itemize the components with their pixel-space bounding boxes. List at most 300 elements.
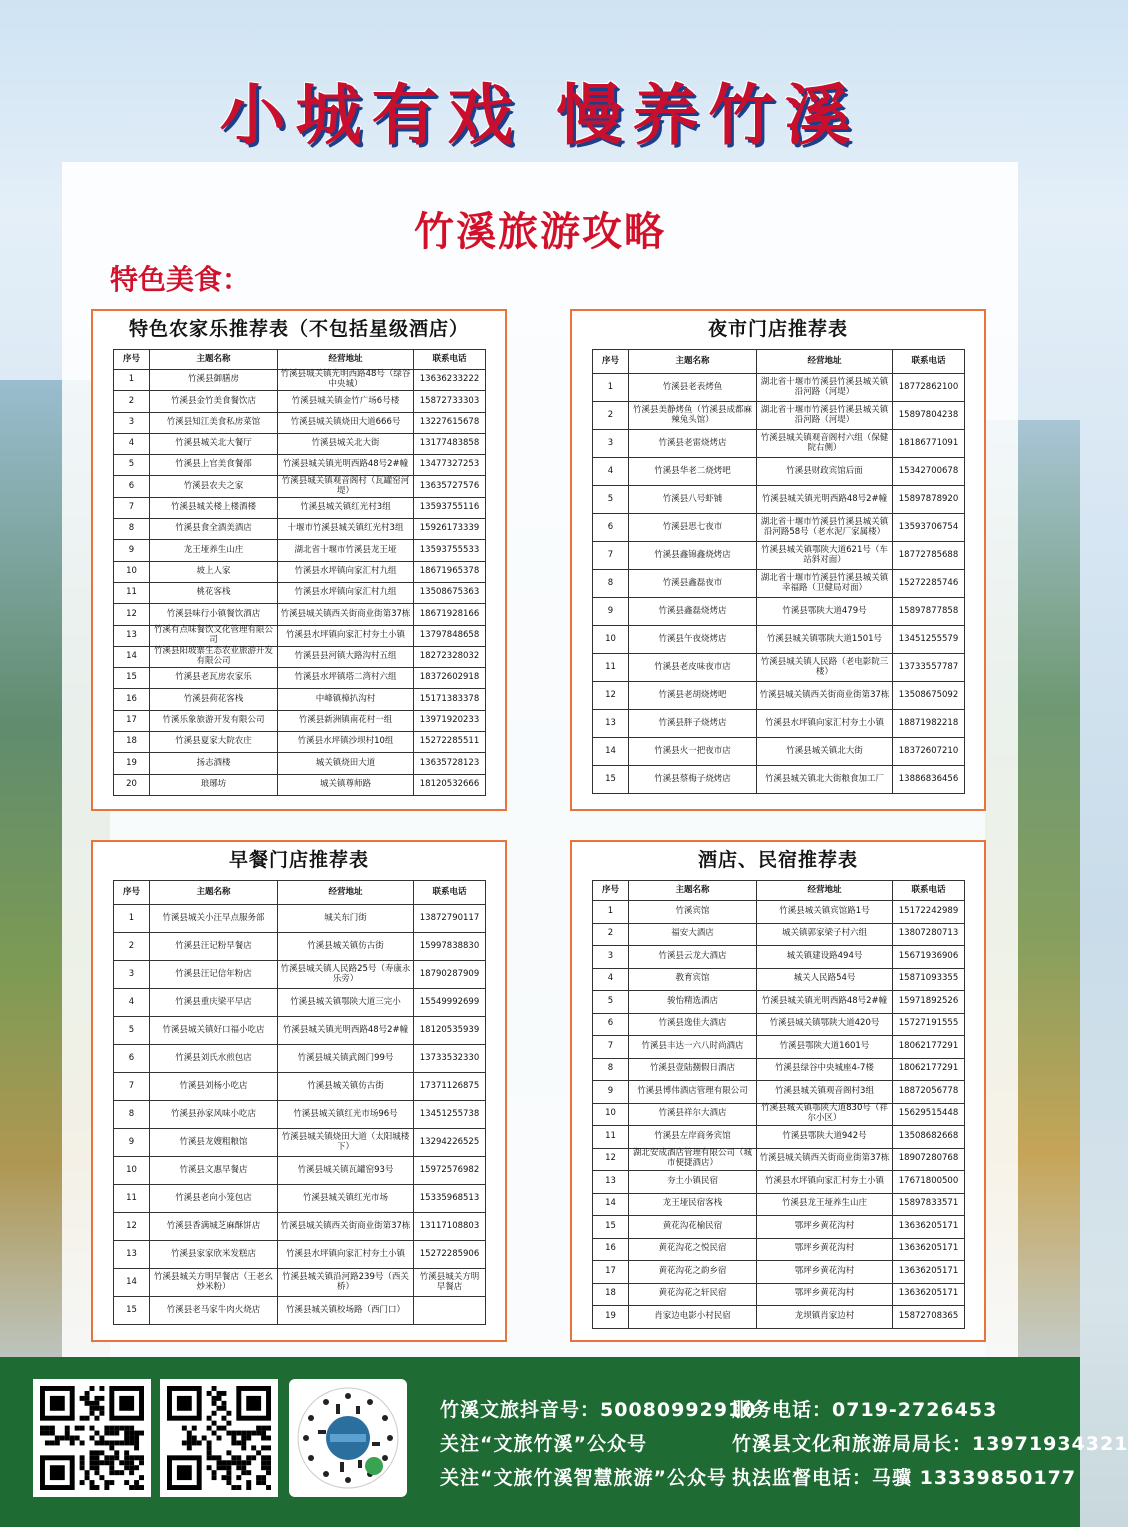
table-row (114, 1213, 486, 1241)
row-number: 12 (593, 1148, 629, 1171)
row-name: 竹溪县蔡梅子烧烤店 (629, 766, 757, 794)
row-number: 6 (593, 1013, 629, 1036)
table-row (593, 710, 965, 738)
row-name: 竹溪县味行小镇餐饮酒店 (150, 604, 278, 625)
row-name: 竹溪县美静烤鱼（竹溪县成都麻辣兔头馆） (629, 402, 757, 430)
table-row (593, 458, 965, 486)
table-row (593, 1013, 965, 1036)
row-phone: 15971892526 (893, 991, 965, 1014)
table-row (114, 646, 486, 667)
row-name: 竹溪县老表烤鱼 (629, 374, 757, 402)
row-number: 7 (114, 1073, 150, 1101)
row-phone: 13593706754 (893, 514, 965, 542)
table-row (114, 391, 486, 412)
table-row (114, 905, 486, 933)
row-name: 骏怡精选酒店 (629, 991, 757, 1014)
row-name: 扬志酒楼 (150, 753, 278, 774)
row-number: 11 (593, 654, 629, 682)
row-address: 竹溪县城关镇北大街 (757, 738, 893, 766)
row-number: 17 (593, 1261, 629, 1284)
row-name: 竹溪县老皮味夜市店 (629, 654, 757, 682)
row-address: 龙坝镇肖家边村 (757, 1306, 893, 1329)
row-address: 竹溪县新洲镇南花村一组 (278, 710, 414, 731)
table-row (593, 1126, 965, 1149)
row-number: 7 (593, 1036, 629, 1059)
row-name: 竹溪县祥尔大酒店 (629, 1103, 757, 1126)
col-phone: 联系电话 (414, 881, 486, 905)
row-address: 城关东门街 (278, 905, 414, 933)
row-address: 竹溪县城关北大街 (278, 433, 414, 454)
row-name: 竹溪县知江美食私房菜馆 (150, 412, 278, 433)
row-address: 鄂坪乡黄花沟村 (757, 1238, 893, 1261)
row-phone: 13971920233 (414, 710, 486, 731)
row-phone: 13635727576 (414, 476, 486, 497)
row-number: 12 (114, 1213, 150, 1241)
row-name: 竹溪县城关小汪早点服务部 (150, 905, 278, 933)
table-row (593, 1058, 965, 1081)
table-row (593, 766, 965, 794)
row-address: 竹溪县水坪镇向家汇村九组 (278, 582, 414, 603)
table-row (114, 1101, 486, 1129)
col-address: 经营地址 (757, 881, 893, 901)
table-row (593, 570, 965, 598)
table-row (593, 1171, 965, 1194)
table-row (114, 1017, 486, 1045)
table-row (593, 486, 965, 514)
row-phone (414, 1297, 486, 1325)
row-name: 龙王垭民宿客栈 (629, 1193, 757, 1216)
table-row (114, 476, 486, 497)
table-row (114, 1157, 486, 1185)
row-phone: 15335968513 (414, 1185, 486, 1213)
row-address: 竹溪县水坪镇向家汇村夯土小镇 (278, 1241, 414, 1269)
row-phone: 15272285511 (414, 732, 486, 753)
row-phone: 13635728123 (414, 753, 486, 774)
douyin-account: 竹溪文旅抖音号：50080992910 (440, 1399, 757, 1421)
mini-program-code[interactable] (289, 1379, 407, 1497)
row-phone: 15671936906 (893, 946, 965, 969)
row-number: 18 (114, 732, 150, 753)
row-phone: 13807280713 (893, 923, 965, 946)
row-address: 竹溪县城关镇北大街粮食加工厂 (757, 766, 893, 794)
row-number: 4 (593, 968, 629, 991)
row-number: 18 (593, 1283, 629, 1306)
table-row (114, 1129, 486, 1157)
qr-code-wechat[interactable] (160, 1379, 278, 1497)
col-phone: 联系电话 (414, 350, 486, 370)
row-phone: 15872733303 (414, 391, 486, 412)
table-row (593, 1306, 965, 1329)
row-phone: 13636205171 (893, 1261, 965, 1284)
row-address: 湖北省十堰市竹溪县竹溪县城关镇幸福路（卫健局对面） (757, 570, 893, 598)
row-address: 湖北省十堰市竹溪县竹溪县城关镇沿河路（河堤） (757, 374, 893, 402)
col-phone: 联系电话 (893, 350, 965, 374)
row-number: 4 (114, 433, 150, 454)
table-row (593, 654, 965, 682)
table-row (114, 1241, 486, 1269)
row-address: 湖北省十堰市竹溪县竹溪县城关镇沿河路58号（老水泥厂家属楼） (757, 514, 893, 542)
director-phone: 竹溪县文化和旅游局局长：13971934321 (732, 1433, 1128, 1455)
row-phone: 15629515448 (893, 1103, 965, 1126)
row-name: 竹溪县火一把夜市店 (629, 738, 757, 766)
row-name: 竹溪县龙嫂粗粮馆 (150, 1129, 278, 1157)
table-row (114, 625, 486, 646)
row-address: 竹溪县城关镇鄂陕大道420号 (757, 1013, 893, 1036)
table-row (114, 1297, 486, 1325)
col-address: 经营地址 (278, 881, 414, 905)
row-phone: 13733532330 (414, 1045, 486, 1073)
row-name: 竹溪县阳坡寨生态农业旅游开发有限公司 (150, 646, 278, 667)
row-address: 竹溪县城关镇西关街商业街第37栋 (757, 682, 893, 710)
row-number: 7 (593, 542, 629, 570)
wechat-account-1: 关注“文旅竹溪”公众号 (440, 1433, 647, 1455)
row-name: 教育宾馆 (629, 968, 757, 991)
row-phone: 13636205171 (893, 1216, 965, 1239)
row-address: 竹溪县城关镇烧田大道666号 (278, 412, 414, 433)
row-phone: 15272285746 (893, 570, 965, 598)
row-number: 2 (593, 923, 629, 946)
row-phone: 18272328032 (414, 646, 486, 667)
row-address: 竹溪县城关镇沿河路239号（西关桥） (278, 1269, 414, 1297)
table-row (114, 668, 486, 689)
row-address: 湖北省十堰市竹溪县竹溪县城关镇沿河路（河堤） (757, 402, 893, 430)
hotel-card-title: 酒店、民宿推荐表 (697, 849, 858, 871)
row-address: 竹溪县城关镇瓦罐窑93号 (278, 1157, 414, 1185)
row-phone: 18871982218 (893, 710, 965, 738)
row-phone: 15172242989 (893, 901, 965, 924)
row-phone: 13294226525 (414, 1129, 486, 1157)
breakfast-table (113, 880, 486, 1325)
mini-program-icon (296, 1386, 400, 1490)
row-phone: 18062177291 (893, 1036, 965, 1059)
row-name: 竹溪县御膳房 (150, 370, 278, 391)
row-name: 黄花沟花之轩民宿 (629, 1283, 757, 1306)
row-number: 13 (114, 1241, 150, 1269)
row-address: 竹溪县城关镇光明西路48号2#幢 (757, 991, 893, 1014)
row-number: 1 (593, 901, 629, 924)
breakfast-table-header (114, 881, 486, 905)
table-row (114, 753, 486, 774)
table-row (114, 370, 486, 391)
row-name: 竹溪县汪记信年粉店 (150, 961, 278, 989)
row-number: 5 (593, 991, 629, 1014)
table-row (114, 1073, 486, 1101)
night-table-header (593, 350, 965, 374)
row-phone: 15342700678 (893, 458, 965, 486)
table-row (114, 989, 486, 1017)
service-phone: 服务电话：0719-2726453 (732, 1399, 998, 1421)
row-name: 福安大酒店 (629, 923, 757, 946)
row-number: 17 (114, 710, 150, 731)
table-row (593, 738, 965, 766)
row-address: 竹溪县城关镇鄂陕大道830号（祥尔小区） (757, 1103, 893, 1126)
qr-code-icon (167, 1386, 271, 1490)
row-number: 5 (114, 455, 150, 476)
row-phone: 13593755116 (414, 497, 486, 518)
row-number: 2 (114, 933, 150, 961)
row-phone: 竹溪县城关方明早餐店 (414, 1269, 486, 1297)
row-name: 竹溪县城关镇好口福小吃店 (150, 1017, 278, 1045)
row-number: 14 (593, 1193, 629, 1216)
night-card (570, 309, 986, 811)
row-name: 黄花沟花榆民宿 (629, 1216, 757, 1239)
row-address: 竹溪县水坪镇向家汇村夯土小镇 (278, 625, 414, 646)
col-name: 主题名称 (629, 881, 757, 901)
row-name: 竹溪县刘杨小吃店 (150, 1073, 278, 1101)
row-address: 城关镇建设路494号 (757, 946, 893, 969)
row-number: 6 (114, 1045, 150, 1073)
col-no: 序号 (593, 881, 629, 901)
row-phone: 18772862100 (893, 374, 965, 402)
table-row (114, 540, 486, 561)
row-number: 16 (593, 1238, 629, 1261)
table-row (114, 412, 486, 433)
row-phone: 17671800500 (893, 1171, 965, 1194)
row-name: 竹溪县汪记粉早餐店 (150, 933, 278, 961)
row-number: 9 (593, 598, 629, 626)
table-row (593, 1193, 965, 1216)
row-phone: 18671965378 (414, 561, 486, 582)
table-row (593, 1148, 965, 1171)
row-name: 竹溪县城关方明早餐店（王老幺炒米粉） (150, 1269, 278, 1297)
row-phone: 18372602918 (414, 668, 486, 689)
table-row (114, 433, 486, 454)
row-phone: 13797848658 (414, 625, 486, 646)
row-name: 肖家边电影小村民宿 (629, 1306, 757, 1329)
row-address: 竹溪县绿谷中央城座4-7楼 (757, 1058, 893, 1081)
row-phone: 18907280768 (893, 1148, 965, 1171)
row-name: 竹溪县胖子烧烤店 (629, 710, 757, 738)
table-row (593, 514, 965, 542)
row-phone: 15727191555 (893, 1013, 965, 1036)
row-name: 竹溪县老向小笼包店 (150, 1185, 278, 1213)
row-address: 鄂坪乡黄花沟村 (757, 1216, 893, 1239)
row-phone: 13508675092 (893, 682, 965, 710)
row-phone: 13636233222 (414, 370, 486, 391)
row-name: 竹溪县香满城芝麻酥饼店 (150, 1213, 278, 1241)
col-no: 序号 (593, 350, 629, 374)
row-phone: 15972576982 (414, 1157, 486, 1185)
row-number: 11 (114, 1185, 150, 1213)
row-address: 竹溪县水坪镇向家汇村夯土小镇 (757, 710, 893, 738)
row-phone: 15897804238 (893, 402, 965, 430)
hotel-table (592, 880, 965, 1329)
row-address: 湖北省十堰市竹溪县龙王垭 (278, 540, 414, 561)
table-row (593, 626, 965, 654)
row-name: 黄花沟花之悦民宿 (629, 1238, 757, 1261)
row-address: 城关镇郭家梁子村六组 (757, 923, 893, 946)
row-name: 竹溪乐象旅游开发有限公司 (150, 710, 278, 731)
row-address: 竹溪县鄂陕大道942号 (757, 1126, 893, 1149)
row-name: 黄花沟花之韵乡宿 (629, 1261, 757, 1284)
row-address: 竹溪县城关镇光明西路48号2#幢 (278, 455, 414, 476)
row-number: 10 (593, 1103, 629, 1126)
row-name: 琅琊坊 (150, 774, 278, 795)
row-number: 3 (114, 412, 150, 433)
row-address: 竹溪县城关镇烧田大道（太阳城楼下） (278, 1129, 414, 1157)
col-no: 序号 (114, 881, 150, 905)
row-name: 竹溪县食全酒美酒店 (150, 519, 278, 540)
row-phone: 18790287909 (414, 961, 486, 989)
breakfast-card-title: 早餐门店推荐表 (228, 849, 369, 871)
row-number: 5 (114, 1017, 150, 1045)
row-name: 竹溪县老胡烧烤吧 (629, 682, 757, 710)
row-number: 8 (593, 570, 629, 598)
row-phone: 18671928166 (414, 604, 486, 625)
row-address: 十堰市竹溪县城关镇红光村3组 (278, 519, 414, 540)
row-address: 竹溪县鄂陕大道1601号 (757, 1036, 893, 1059)
qr-code-douyin[interactable] (33, 1379, 151, 1497)
row-number: 13 (593, 1171, 629, 1194)
hotel-card (570, 840, 986, 1342)
table-row (114, 961, 486, 989)
row-number: 9 (114, 1129, 150, 1157)
row-name: 竹溪县壹陆捌假日酒店 (629, 1058, 757, 1081)
row-number: 11 (114, 582, 150, 603)
row-phone: 18120535939 (414, 1017, 486, 1045)
row-number: 14 (114, 1269, 150, 1297)
banner-slogan: 小城有戏 慢养竹溪 (219, 76, 861, 154)
row-address: 竹溪县水坪镇塔二湾村六组 (278, 668, 414, 689)
row-phone: 13886836456 (893, 766, 965, 794)
night-table (592, 349, 965, 794)
table-row (114, 1269, 486, 1297)
table-row (593, 1238, 965, 1261)
row-number: 16 (114, 689, 150, 710)
row-name: 竹溪县刘氏水煎包店 (150, 1045, 278, 1073)
row-address: 竹溪县龙王垭养生山庄 (757, 1193, 893, 1216)
row-address: 竹溪县城关镇鄂陕大道三完小 (278, 989, 414, 1017)
row-number: 13 (114, 625, 150, 646)
table-row (114, 1185, 486, 1213)
row-number: 1 (114, 370, 150, 391)
table-row (593, 1103, 965, 1126)
farm-card (91, 309, 507, 811)
row-address: 竹溪县水坪镇沙坝村10组 (278, 732, 414, 753)
row-name: 湖北安成酒店管理有限公司（城市便捷酒店） (629, 1148, 757, 1171)
row-name: 竹溪县鑫锦鑫烧烤店 (629, 542, 757, 570)
row-address: 竹溪县城关镇鄂陕大道1501号 (757, 626, 893, 654)
table-row (593, 430, 965, 458)
row-address: 竹溪县城关镇西关街商业街第37栋 (278, 1213, 414, 1241)
col-name: 主题名称 (150, 881, 278, 905)
row-number: 11 (593, 1126, 629, 1149)
night-card-title: 夜市门店推荐表 (707, 318, 848, 340)
row-phone: 15272285906 (414, 1241, 486, 1269)
row-address: 竹溪县县河镇大路沟村五组 (278, 646, 414, 667)
section-title: 特色美食： (110, 263, 251, 296)
row-name: 竹溪县夏家大院农庄 (150, 732, 278, 753)
table-row (114, 774, 486, 795)
col-address: 经营地址 (278, 350, 414, 370)
row-phone: 15897878920 (893, 486, 965, 514)
row-phone: 13451255579 (893, 626, 965, 654)
row-name: 竹溪县博伟酒店管理有限公司 (629, 1081, 757, 1104)
row-phone: 13593755533 (414, 540, 486, 561)
row-number: 14 (114, 646, 150, 667)
row-name: 竹溪县八号虾铺 (629, 486, 757, 514)
row-phone: 15871093355 (893, 968, 965, 991)
table-row (593, 991, 965, 1014)
row-name: 竹溪县城关楼上楼酒楼 (150, 497, 278, 518)
table-row (114, 604, 486, 625)
row-phone: 13117108803 (414, 1213, 486, 1241)
row-phone: 13508675363 (414, 582, 486, 603)
row-address: 竹溪县城关镇光明西路48号2#幢 (278, 1017, 414, 1045)
row-name: 竹溪县农夫之家 (150, 476, 278, 497)
row-address: 竹溪县城关镇仿古街 (278, 933, 414, 961)
row-number: 3 (593, 946, 629, 969)
row-phone: 13636205171 (893, 1238, 965, 1261)
row-phone: 18062177291 (893, 1058, 965, 1081)
row-address: 竹溪县城关镇校场路（西门口） (278, 1297, 414, 1325)
row-name: 龙王垭养生山庄 (150, 540, 278, 561)
row-address: 鄂坪乡黄花沟村 (757, 1261, 893, 1284)
wechat-account-2: 关注“文旅竹溪智慧旅游”公众号 (440, 1467, 727, 1489)
row-name: 竹溪县逸佳大酒店 (629, 1013, 757, 1036)
col-name: 主题名称 (629, 350, 757, 374)
table-row (593, 682, 965, 710)
table-row (114, 582, 486, 603)
row-name: 竹溪县午夜烧烤店 (629, 626, 757, 654)
row-address: 竹溪县城关镇红光村3组 (278, 497, 414, 518)
row-name: 竹溪县荷花客栈 (150, 689, 278, 710)
table-row (114, 1045, 486, 1073)
row-number: 15 (593, 766, 629, 794)
row-name: 竹溪宾馆 (629, 901, 757, 924)
row-number: 15 (593, 1216, 629, 1239)
col-name: 主题名称 (150, 350, 278, 370)
row-phone: 15872708365 (893, 1306, 965, 1329)
table-row (593, 923, 965, 946)
qr-code-icon (40, 1386, 144, 1490)
table-row (114, 561, 486, 582)
row-phone: 13227615678 (414, 412, 486, 433)
row-address: 竹溪县城关镇红光市场 (278, 1185, 414, 1213)
row-address: 竹溪县城关镇红光市场96号 (278, 1101, 414, 1129)
row-number: 14 (593, 738, 629, 766)
row-name: 竹溪县老马家牛肉火烧店 (150, 1297, 278, 1325)
farm-table-header (114, 350, 486, 370)
row-number: 12 (114, 604, 150, 625)
row-address: 竹溪县城关镇光明西路48号2#幢 (757, 486, 893, 514)
row-address: 竹溪县城关镇光明西路48号（绿谷中央城） (278, 370, 414, 391)
row-phone: 15897833571 (893, 1193, 965, 1216)
table-row (114, 933, 486, 961)
row-number: 4 (114, 989, 150, 1017)
table-row (593, 598, 965, 626)
row-phone: 13636205171 (893, 1283, 965, 1306)
table-row (593, 946, 965, 969)
row-number: 10 (114, 1157, 150, 1185)
row-number: 10 (593, 626, 629, 654)
page-title: 竹溪旅游攻略 (414, 209, 666, 255)
farm-card-title: 特色农家乐推荐表（不包括星级酒店） (128, 318, 469, 340)
col-phone: 联系电话 (893, 881, 965, 901)
row-name: 竹溪县城关北大餐厅 (150, 433, 278, 454)
farm-table (113, 349, 486, 796)
row-number: 8 (114, 519, 150, 540)
table-row (114, 689, 486, 710)
row-name: 竹溪县云龙大酒店 (629, 946, 757, 969)
row-phone: 15549992699 (414, 989, 486, 1017)
row-address: 竹溪县水坪镇向家汇村夯土小镇 (757, 1171, 893, 1194)
row-phone: 18772785688 (893, 542, 965, 570)
row-number: 15 (114, 1297, 150, 1325)
row-address: 竹溪县水坪镇向家汇村九组 (278, 561, 414, 582)
row-phone: 15897877858 (893, 598, 965, 626)
table-row (114, 710, 486, 731)
